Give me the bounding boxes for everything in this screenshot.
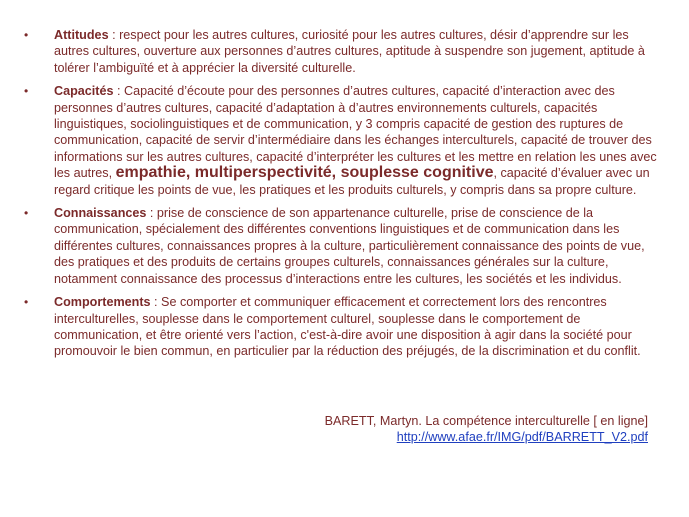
term-comportements: Comportements	[54, 295, 151, 310]
bullet-icon: •	[24, 295, 29, 310]
bullet-icon: •	[24, 206, 29, 221]
term-attitudes: Attitudes	[54, 28, 109, 42]
term-capacites: Capacités	[54, 84, 114, 99]
text-comportements: : Se comporter et communiquer efficacement et correctement lors des rencontres interculturelles, souplesse dans le comportement culturel, souplesse dans le comportement de communication, et être orienté vers l’action, c'est-à-dire avoir une disposition à agir dans la société pour promouvoir le bien commun, en particulier par la réduction des préjugés, de la discrimination et du conflit.	[54, 295, 641, 359]
source-citation-block	[325, 413, 648, 446]
emphasis-capacites: empathie, multiperspectivité, souplesse cognitive	[115, 164, 494, 182]
competence-list	[24, 27, 660, 367]
list-item-connaissances	[24, 205, 660, 287]
list-item-capacites	[24, 83, 660, 198]
source-citation: BARETT, Martyn. La compétence interculturelle [ en ligne]	[324, 414, 648, 428]
bullet-icon: •	[24, 28, 29, 42]
text-capacites-after: , capacité d’évaluer avec un regard critique les points de vue, les pratiques et les produits culturels, y compris dans sa propre culture.	[54, 166, 650, 197]
text-attitudes: : respect pour les autres cultures, curiosité pour les autres cultures, désir d’apprendre sur les autres cultures, ouverture aux personnes d’autres cultures, aptitude à suspendre son jugement, aptitude à tolérer l’ambiguïté et à apprécier la diversité culturelle.	[54, 28, 645, 75]
list-item-comportements	[24, 294, 660, 360]
bullet-icon: •	[24, 84, 29, 99]
term-connaissances: Connaissances	[54, 206, 147, 221]
list-item-attitudes	[24, 27, 660, 76]
source-link[interactable]: http://www.afae.fr/IMG/pdf/BARRETT_V2.pdf	[396, 430, 648, 445]
text-connaissances: : prise de conscience de son appartenance culturelle, prise de conscience de la communication, spécialement des différentes conventions linguistiques et de communication dans les différentes cultures, connaissances propres à la culture, particulièrement connaissance des points de vue, des pratiques et des produits de certains groupes culturels, connaissances générales sur la culture, notamment connaissance des processus d’interactions entre les cultures, les sociétés et les individus.	[54, 206, 645, 286]
text-capacites-before: : Capacité d’écoute pour des personnes d’autres cultures, capacité d’interaction avec des personnes d’autres cultures, capacité d’adaptation à d’autres environnements culturels, capacités linguistiques, sociolinguistiques et de communication, y 3 compris capacité de gestion des ruptures de communication, capacité de servir d’intermédiaire dans les échanges interculturels, capacité de trouver des informations sur les autres cultures, capacité d’interpréter les cultures et les mettre en relation les unes avec les autres,	[54, 84, 657, 181]
